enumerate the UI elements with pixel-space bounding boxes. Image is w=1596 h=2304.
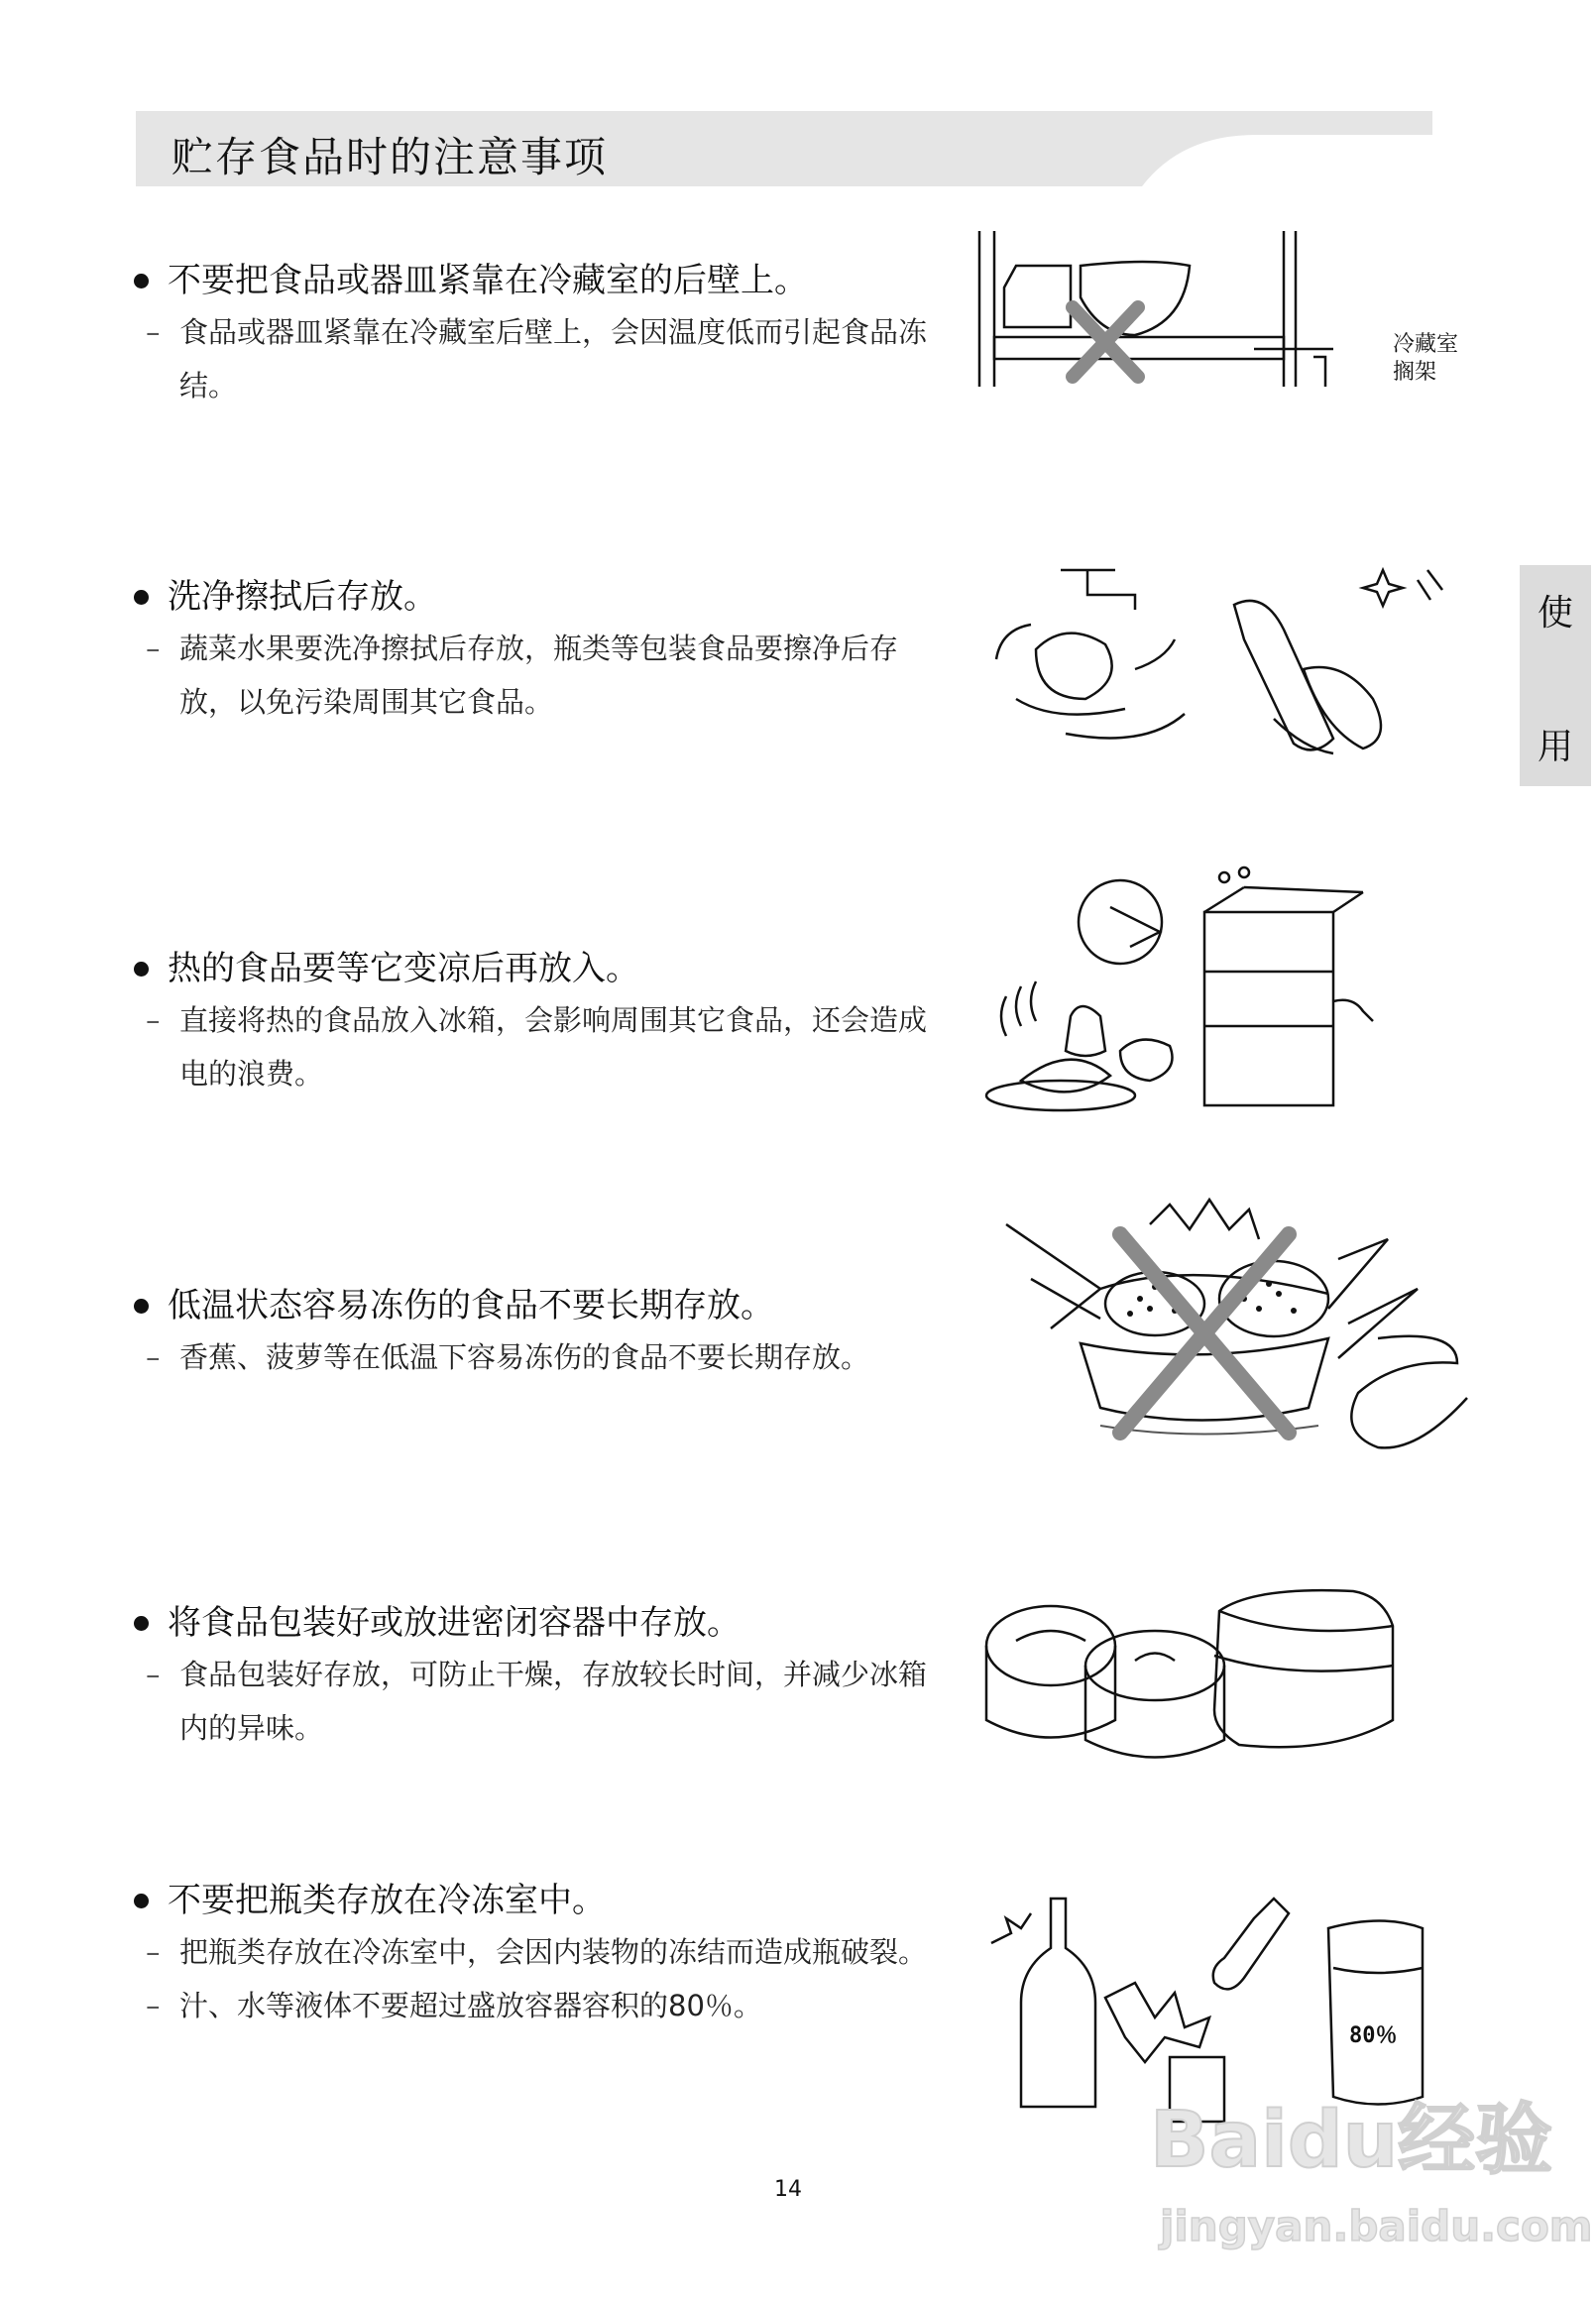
dash-icon: – [146, 315, 161, 349]
section-back-wall [132, 256, 945, 412]
side-tab-usage [1520, 565, 1591, 786]
section-title [132, 944, 945, 993]
bullet-icon [134, 1616, 149, 1631]
dash-icon: – [146, 1658, 161, 1691]
section-title [132, 1876, 945, 1925]
shelf-label-line1: 冷藏室 [1393, 332, 1459, 357]
baidu-watermark [1140, 2072, 1593, 2270]
section-title-text: 将食品包装好或放进密闭容器中存放。 [168, 1603, 741, 1643]
section-title [132, 572, 945, 622]
section-detail [132, 1648, 945, 1755]
shelf-back-wall-illustration [976, 228, 1492, 397]
section-sealed-container [132, 1598, 945, 1755]
dash-icon: – [146, 1989, 161, 2022]
section-detail [132, 305, 945, 412]
dash-icon: – [146, 1935, 161, 1969]
section-title-text: 不要把瓶类存放在冷冻室中。 [168, 1881, 606, 1920]
section-title [132, 1598, 945, 1648]
bullet-icon [134, 274, 149, 288]
page-title: 贮存食品时的注意事项 [171, 133, 609, 181]
section-detail-text: 直接将热的食品放入冰箱，会影响周围其它食品，还会造成电的浪费。 [179, 1003, 928, 1091]
section-title-text: 低温状态容易冻伤的食品不要长期存放。 [168, 1286, 774, 1325]
section-cold-sensitive [132, 1281, 945, 1384]
bullet-icon [134, 962, 149, 977]
section-title-text: 热的食品要等它变凉后再放入。 [168, 949, 639, 988]
section-detail [132, 1330, 945, 1384]
section-detail [132, 1979, 945, 2032]
banana-pineapple-illustration [1001, 1200, 1477, 1457]
watermark-brand: Baidu经验 [1150, 2096, 1553, 2185]
section-detail [132, 622, 945, 729]
section-title [132, 1281, 945, 1330]
section-bottles-freezer [132, 1876, 945, 2032]
section-hot-food [132, 944, 945, 1100]
bullet-icon [134, 1299, 149, 1314]
section-title-text: 洗净擦拭后存放。 [168, 577, 437, 617]
beaker-label: 80％ [1349, 2023, 1398, 2048]
section-detail-text: 汁、水等液体不要超过盛放容器容积的80％。 [179, 1989, 762, 2022]
side-tab-char-2: 用 [1537, 727, 1573, 767]
section-detail-text: 食品包装好存放，可防止干燥，存放较长时间，并减少冰箱内的异味。 [179, 1658, 928, 1745]
watermark-url: jingyan.baidu.com [1160, 2202, 1593, 2250]
bullet-icon [134, 1894, 149, 1908]
section-title [132, 256, 945, 305]
section-wash [132, 572, 945, 729]
dash-icon: – [146, 1340, 161, 1374]
section-header [136, 111, 1432, 186]
shelf-label-line2: 搁架 [1393, 360, 1437, 385]
dash-icon: – [146, 632, 161, 665]
dash-icon: – [146, 1003, 161, 1037]
section-title-text: 不要把食品或器皿紧靠在冷藏室的后壁上。 [168, 261, 808, 300]
section-detail [132, 993, 945, 1100]
washing-food-illustration [976, 550, 1462, 758]
hot-food-fridge-illustration [981, 848, 1398, 1135]
section-detail-text: 把瓶类存放在冷冻室中，会因内装物的冻结而造成瓶破裂。 [179, 1935, 928, 1969]
sealed-containers-illustration [976, 1581, 1432, 1760]
side-tab-char-1: 使 [1537, 593, 1573, 634]
section-detail-text: 蔬菜水果要洗净擦拭后存放，瓶类等包装食品要擦净后存放，以免污染周围其它食品。 [179, 632, 899, 719]
section-detail [132, 1925, 945, 1979]
section-detail-text: 食品或器皿紧靠在冷藏室后壁上，会因温度低而引起食品冻结。 [179, 315, 928, 403]
bullet-icon [134, 590, 149, 605]
page-number: 14 [774, 2177, 802, 2202]
section-detail-text: 香蕉、菠萝等在低温下容易冻伤的食品不要长期存放。 [179, 1340, 870, 1374]
